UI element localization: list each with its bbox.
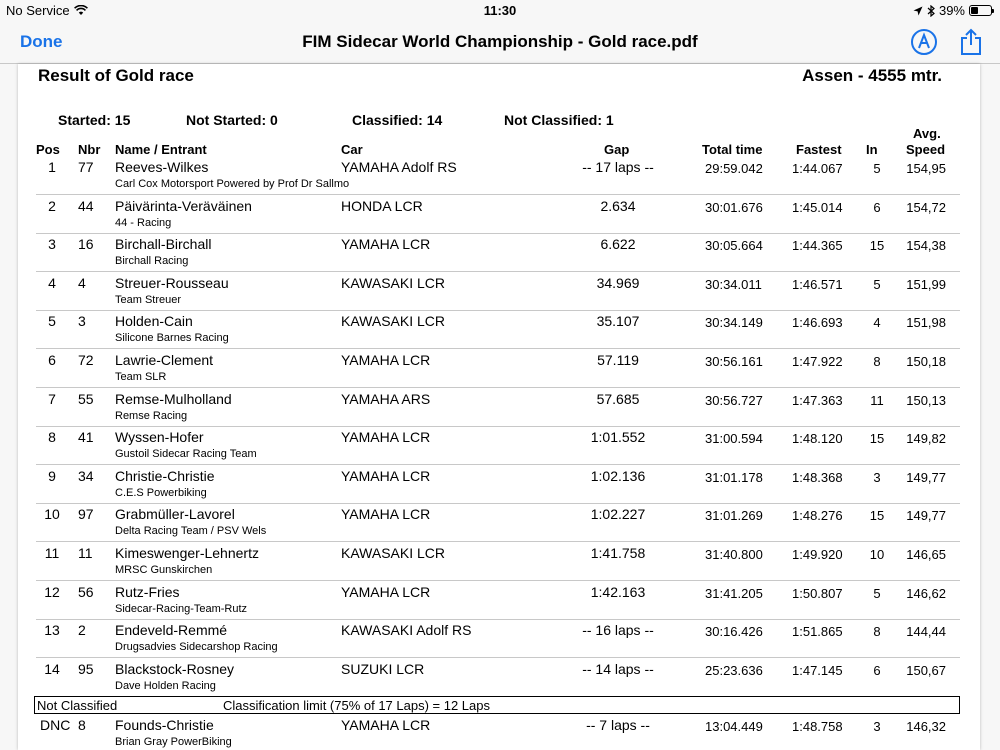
- nav-bar: [0, 20, 1000, 64]
- cell-nbr: 3: [78, 313, 86, 330]
- dnc-gap: -- 7 laps --: [586, 717, 650, 733]
- cell-total-time: 31:41.205: [705, 585, 763, 601]
- cell-in: 5: [873, 161, 881, 176]
- cell-speed: 149,77: [906, 508, 946, 524]
- cell-total-time: 25:23.636: [705, 662, 763, 678]
- cell-pos: 7: [48, 390, 56, 407]
- cell-car: YAMAHA LCR: [341, 429, 431, 446]
- battery-icon: [969, 5, 992, 16]
- cell-gap: 2.634: [600, 197, 636, 214]
- cell-fastest: 1:44.365: [792, 238, 843, 254]
- cell-total-time: 31:01.269: [705, 508, 763, 524]
- cell-entrant: Delta Racing Team / PSV Wels: [115, 525, 267, 538]
- cell-total-time: 31:01.178: [705, 469, 763, 485]
- cell-speed: 154,38: [906, 238, 946, 254]
- cell-fastest: 1:47.922: [792, 354, 843, 369]
- cell-in: 4: [873, 315, 881, 331]
- table-row: [18, 619, 980, 658]
- dnc-name: Founds-Christie: [115, 717, 214, 733]
- cell-gap: 1:42.163: [590, 583, 646, 600]
- cell-car: KAWASAKI LCR: [341, 313, 445, 330]
- header-avg: Avg.: [913, 126, 941, 141]
- cell-in: 3: [873, 469, 881, 485]
- battery-fill: [971, 7, 978, 14]
- cell-fastest: 1:47.363: [792, 392, 843, 408]
- cell-fastest: 1:48.368: [792, 469, 843, 485]
- cell-nbr: 4: [78, 274, 86, 291]
- cell-name: Reeves-Wilkes: [115, 159, 209, 175]
- pdf-page[interactable]: [18, 64, 980, 750]
- cell-pos: 13: [44, 622, 60, 639]
- cell-gap: 1:41.758: [590, 545, 646, 561]
- cell-entrant: C.E.S Powerbiking: [115, 486, 207, 499]
- not-classified-count: Not Classified: 1: [504, 112, 614, 128]
- location-arrow-icon: [913, 6, 923, 16]
- cell-nbr: 2: [78, 622, 86, 639]
- cell-fastest: 1:46.571: [792, 276, 843, 292]
- cell-gap: 1:02.136: [590, 467, 646, 484]
- cell-entrant: MRSC Gunskirchen: [115, 564, 213, 576]
- cell-name: Blackstock-Rosney: [115, 660, 235, 677]
- cell-in: 11: [870, 392, 884, 408]
- cell-fastest: 1:48.276: [792, 508, 843, 524]
- cell-in: 10: [869, 547, 885, 562]
- started-count: Started: 15: [58, 112, 131, 128]
- cell-entrant: 44 - Racing: [115, 216, 172, 229]
- venue-label: Assen - 4555 mtr.: [802, 66, 942, 85]
- cell-speed: 150,13: [906, 392, 946, 408]
- cell-entrant: Gustoil Sidecar Racing Team: [115, 448, 257, 461]
- status-bar: [0, 0, 1000, 20]
- classification-limit: Classification limit (75% of 17 Laps) = 12 Laps: [223, 698, 490, 713]
- dnc-in: 3: [873, 719, 881, 734]
- cell-entrant: Silicone Barnes Racing: [115, 332, 229, 345]
- cell-name: Päivärinta-Veräväinen: [115, 197, 252, 214]
- cell-gap: -- 14 laps --: [582, 660, 654, 677]
- cell-car: KAWASAKI Adolf RS: [341, 622, 472, 639]
- cell-entrant: Dave Holden Racing: [115, 679, 216, 692]
- table-row: [18, 272, 980, 311]
- cell-gap: -- 17 laps --: [582, 159, 654, 175]
- cell-in: 6: [873, 199, 881, 215]
- cell-fastest: 1:47.145: [792, 662, 843, 678]
- cell-entrant: Remse Racing: [115, 409, 188, 422]
- cell-gap: 6.622: [600, 236, 636, 253]
- table-row: [18, 658, 980, 697]
- markup-icon[interactable]: [910, 28, 938, 56]
- header-total-time: Total time: [702, 142, 763, 157]
- table-row: [18, 465, 980, 504]
- cell-car: YAMAHA LCR: [341, 583, 431, 600]
- cell-speed: 154,95: [906, 161, 946, 176]
- cell-in: 15: [869, 238, 885, 254]
- document-title: FIM Sidecar World Championship - Gold race.pdf: [302, 32, 698, 51]
- header-gap: Gap: [604, 142, 630, 157]
- cell-pos: 4: [48, 274, 56, 291]
- bluetooth-icon: [927, 5, 935, 17]
- cell-car: KAWASAKI LCR: [341, 274, 445, 291]
- cell-nbr: 11: [78, 545, 93, 561]
- table-row: [18, 542, 980, 581]
- cell-fastest: 1:50.807: [792, 585, 843, 601]
- cell-name: Streuer-Rousseau: [115, 274, 229, 291]
- cell-nbr: 56: [78, 583, 94, 600]
- cell-gap: 57.119: [597, 352, 639, 368]
- cell-nbr: 44: [78, 197, 94, 214]
- header-fastest: Fastest: [796, 142, 842, 157]
- cell-pos: 11: [44, 545, 60, 561]
- table-row: [18, 156, 980, 195]
- not-classified-label: Not Classified: [37, 698, 118, 713]
- dnc-total: 13:04.449: [705, 719, 763, 734]
- cell-in: 5: [873, 585, 881, 601]
- table-row: [18, 426, 980, 465]
- cell-in: 8: [873, 624, 881, 640]
- cell-name: Holden-Cain: [115, 313, 193, 330]
- cell-total-time: 30:01.676: [705, 199, 763, 215]
- cell-fastest: 1:44.067: [792, 161, 843, 176]
- table-row: [18, 388, 980, 427]
- cell-name: Kimeswenger-Lehnertz: [115, 545, 259, 561]
- cell-speed: 144,44: [906, 624, 946, 640]
- cell-fastest: 1:49.920: [792, 547, 843, 562]
- cell-in: 6: [873, 662, 881, 678]
- cell-car: YAMAHA Adolf RS: [341, 159, 457, 175]
- dnc-nbr: 8: [78, 717, 86, 733]
- cell-nbr: 97: [78, 506, 94, 523]
- cell-fastest: 1:45.014: [792, 199, 843, 215]
- cell-in: 15: [869, 431, 885, 447]
- cell-total-time: 30:34.011: [705, 276, 762, 292]
- status-right: [913, 3, 992, 18]
- cell-fastest: 1:51.865: [792, 624, 843, 640]
- result-title: Result of Gold race: [38, 66, 194, 85]
- cell-name: Birchall-Birchall: [115, 236, 212, 253]
- cell-nbr: 72: [78, 352, 94, 368]
- cell-car: YAMAHA LCR: [341, 352, 431, 368]
- cell-nbr: 41: [78, 429, 94, 446]
- cell-total-time: 30:56.727: [705, 392, 763, 408]
- dnc-speed: 146,32: [906, 719, 946, 734]
- table-row: [18, 310, 980, 349]
- done-button[interactable]: Done: [20, 32, 63, 51]
- carrier-label: No Service: [6, 3, 70, 18]
- cell-nbr: 16: [78, 236, 94, 253]
- cell-entrant: Sidecar-Racing-Team-Rutz: [115, 602, 248, 615]
- header-speed: Speed: [906, 142, 946, 157]
- share-icon[interactable]: [960, 28, 982, 56]
- cell-pos: 12: [44, 583, 60, 600]
- cell-fastest: 1:48.120: [792, 431, 843, 447]
- cell-in: 5: [873, 276, 881, 292]
- cell-gap: -- 16 laps --: [582, 622, 654, 639]
- header-nbr: Nbr: [78, 142, 101, 157]
- cell-car: SUZUKI LCR: [341, 660, 425, 677]
- cell-nbr: 95: [78, 660, 94, 677]
- table-row: [18, 233, 980, 272]
- cell-car: YAMAHA LCR: [341, 506, 431, 523]
- cell-speed: 149,82: [906, 431, 946, 447]
- cell-nbr: 34: [78, 467, 94, 484]
- cell-speed: 146,65: [906, 547, 946, 562]
- dnc-entrant: Brian Gray PowerBiking: [115, 736, 232, 748]
- cell-in: 15: [869, 508, 885, 524]
- cell-speed: 150,67: [906, 662, 946, 678]
- cell-car: KAWASAKI LCR: [341, 545, 445, 561]
- table-row: [18, 349, 980, 388]
- cell-gap: 34.969: [596, 274, 640, 291]
- dnc-fastest: 1:48.758: [792, 719, 843, 734]
- cell-car: YAMAHA LCR: [341, 236, 431, 253]
- cell-fastest: 1:46.693: [792, 315, 843, 331]
- cell-total-time: 30:56.161: [705, 354, 763, 369]
- cell-gap: 1:01.552: [590, 429, 646, 446]
- not-started-count: Not Started: 0: [186, 112, 278, 128]
- cell-total-time: 31:00.594: [705, 431, 763, 447]
- cell-speed: 151,98: [906, 315, 946, 331]
- cell-total-time: 30:34.149: [705, 315, 763, 331]
- cell-entrant: Carl Cox Motorsport Powered by Prof Dr Sallmo: [115, 178, 350, 190]
- cell-name: Remse-Mulholland: [115, 390, 232, 407]
- cell-gap: 35.107: [596, 313, 640, 330]
- cell-name: Endeveld-Remmé: [115, 622, 228, 639]
- cell-speed: 150,18: [906, 354, 946, 369]
- header-car: Car: [341, 142, 363, 157]
- cell-pos: 8: [48, 429, 56, 446]
- dnc-pos: DNC: [40, 717, 71, 733]
- cell-gap: 1:02.227: [590, 506, 646, 523]
- cell-name: Wyssen-Hofer: [115, 429, 204, 446]
- classified-count: Classified: 14: [352, 112, 443, 128]
- cell-pos: 6: [48, 352, 56, 368]
- cell-pos: 2: [48, 197, 56, 214]
- cell-total-time: 29:59.042: [705, 161, 763, 176]
- nav-actions: [910, 28, 982, 56]
- cell-entrant: Drugsadvies Sidecarshop Racing: [115, 641, 278, 654]
- cell-name: Lawrie-Clement: [115, 352, 214, 368]
- header-name: Name / Entrant: [115, 142, 207, 157]
- header-pos: Pos: [36, 142, 60, 157]
- battery-percent: 39%: [938, 3, 965, 18]
- cell-pos: 3: [48, 236, 56, 253]
- cell-pos: 9: [48, 467, 56, 484]
- cell-nbr: 55: [78, 390, 94, 407]
- cell-total-time: 31:40.800: [705, 547, 763, 562]
- cell-speed: 154,72: [906, 199, 946, 215]
- dnc-row: [18, 714, 980, 750]
- cell-speed: 149,77: [906, 469, 946, 485]
- cell-car: YAMAHA LCR: [341, 467, 431, 484]
- cell-pos: 10: [44, 506, 60, 523]
- cell-total-time: 30:16.426: [705, 624, 763, 640]
- cell-entrant: Birchall Racing: [115, 255, 189, 268]
- cell-entrant: Team Streuer: [115, 293, 182, 306]
- cell-pos: 1: [48, 159, 56, 175]
- cell-total-time: 30:05.664: [705, 238, 763, 254]
- cell-gap: 57.685: [596, 390, 640, 407]
- cell-in: 8: [873, 354, 881, 369]
- cell-pos: 14: [44, 660, 60, 677]
- cell-speed: 151,99: [906, 276, 946, 292]
- cell-speed: 146,62: [906, 585, 946, 601]
- cell-nbr: 77: [78, 159, 94, 175]
- dnc-car: YAMAHA LCR: [341, 717, 431, 733]
- cell-pos: 5: [48, 313, 56, 330]
- cell-name: Rutz-Fries: [115, 583, 180, 600]
- header-in: In: [866, 142, 878, 157]
- cell-car: HONDA LCR: [341, 197, 423, 214]
- cell-entrant: Team SLR: [115, 371, 167, 383]
- table-row: [18, 581, 980, 620]
- cell-name: Christie-Christie: [115, 467, 215, 484]
- cell-name: Grabmüller-Lavorel: [115, 506, 235, 523]
- not-classified-box: [34, 696, 960, 714]
- cell-car: YAMAHA ARS: [341, 390, 431, 407]
- table-row: [18, 503, 980, 542]
- table-row: [18, 195, 980, 234]
- status-time: 11:30: [483, 3, 517, 18]
